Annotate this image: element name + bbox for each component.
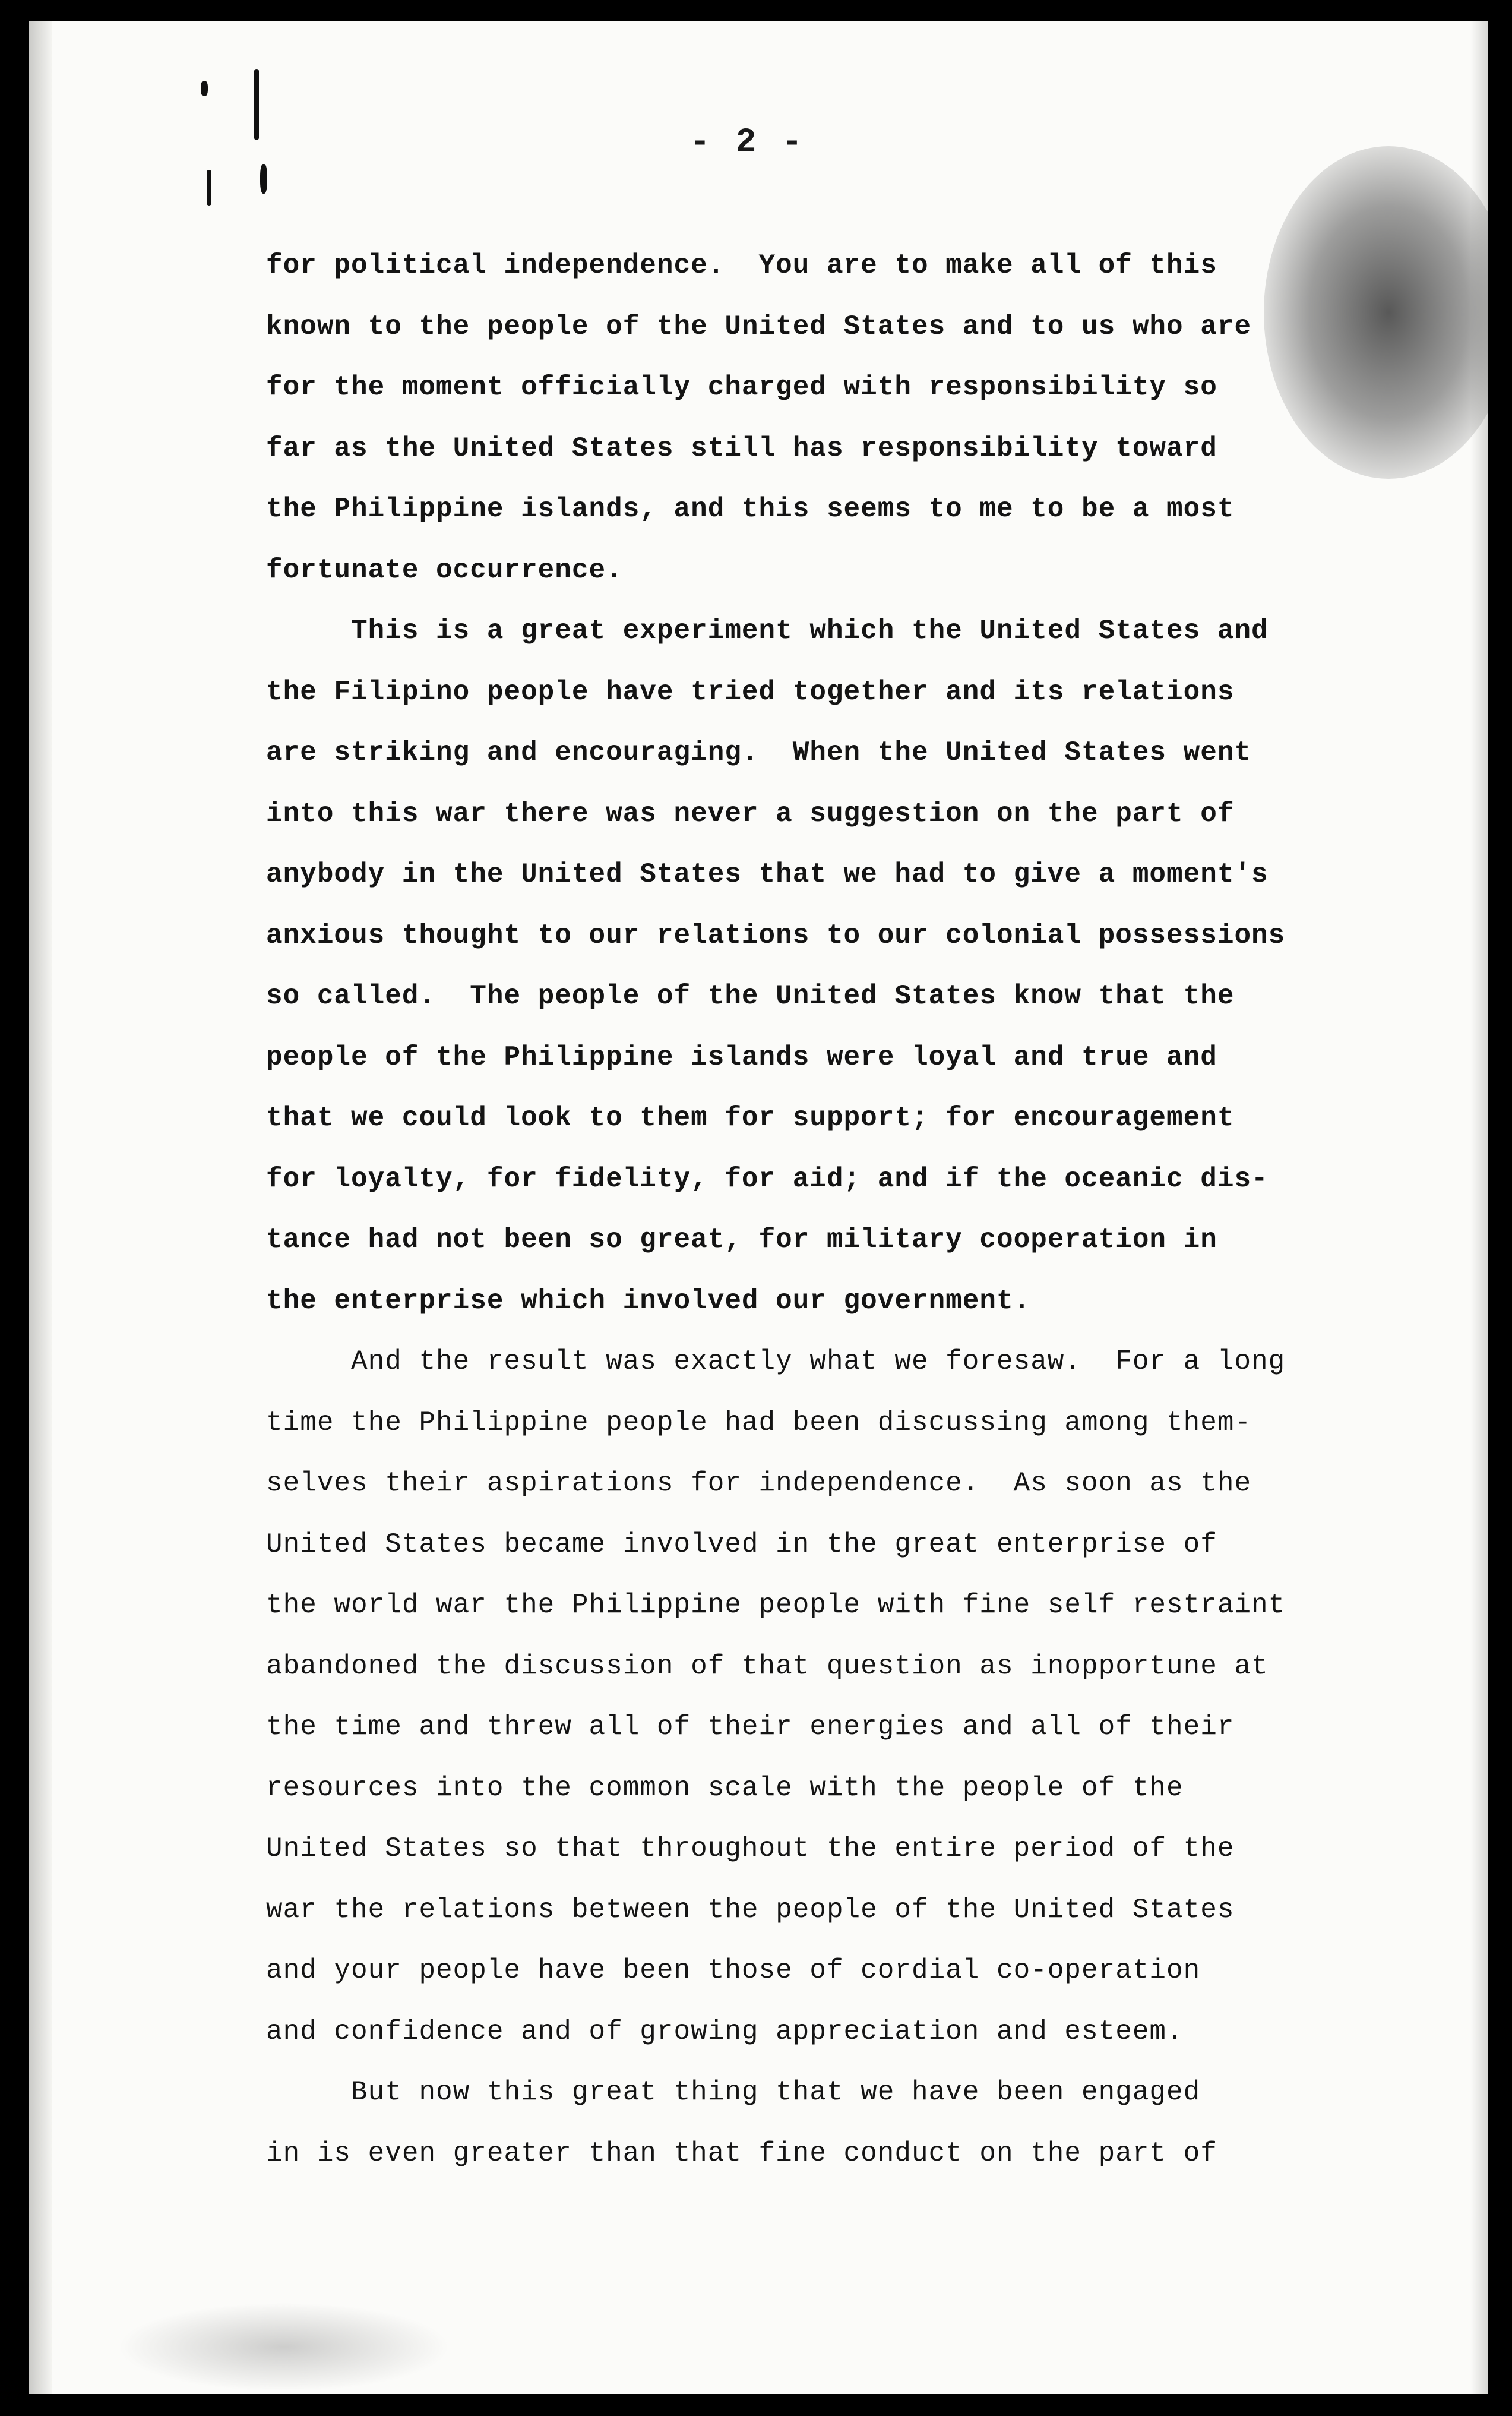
text-line: time the Philippine people had been discussing among them-: [266, 1407, 1252, 1438]
text-line: United States so that throughout the entire period of the: [266, 1833, 1235, 1864]
text-line: the enterprise which involved our government.: [266, 1285, 1031, 1316]
margin-mark: [254, 69, 259, 140]
text-line: for the moment officially charged with responsibility so: [266, 372, 1217, 403]
text-line: known to the people of the United States and to us who are: [266, 311, 1252, 342]
text-line: into this war there was never a suggestion on the part of: [266, 798, 1235, 829]
text-line: resources into the common scale with the people of the: [266, 1772, 1184, 1804]
margin-mark: [207, 170, 211, 206]
margin-mark: [260, 164, 267, 194]
text-line: so called. The people of the United States know that the: [266, 981, 1235, 1012]
text-line: people of the Philippine islands were loyal and true and: [266, 1041, 1217, 1073]
page-number: - 2 -: [689, 124, 805, 162]
text-line: This is a great experiment which the United States and: [266, 615, 1269, 646]
margin-mark: [201, 81, 208, 96]
text-line: But now this great thing that we have been engaged: [266, 2077, 1201, 2108]
text-line: war the relations between the people of the United States: [266, 1894, 1235, 1925]
text-line: and your people have been those of cordial co-operation: [266, 1955, 1201, 1986]
text-line: for loyalty, for fidelity, for aid; and if the oceanic dis-: [266, 1163, 1269, 1195]
text-line: abandoned the discussion of that question as inopportune at: [266, 1650, 1269, 1682]
typed-letter-text: [266, 235, 1442, 2184]
text-line: that we could look to them for support; for encouragement: [266, 1103, 1235, 1133]
text-line: selves their aspirations for independence. As soon as the: [266, 1468, 1252, 1499]
text-line: for political independence. You are to make all of this: [266, 250, 1217, 281]
text-line: tance had not been so great, for military cooperation in: [266, 1224, 1217, 1255]
text-line: fortunate occurrence.: [266, 554, 623, 586]
text-line: anybody in the United States that we had to give a moment's: [266, 859, 1269, 890]
text-line: and confidence and of growing appreciation and esteem.: [266, 2016, 1184, 2047]
text-line: the Filipino people have tried together and its relations: [266, 676, 1235, 708]
text-line: far as the United States still has responsibility toward: [266, 432, 1217, 464]
text-line: And the result was exactly what we foresaw. For a long: [266, 1346, 1286, 1377]
text-line: anxious thought to our relations to our colonial possessions: [266, 920, 1286, 951]
bottom-smudge: [118, 2303, 450, 2392]
page-left-edge: [29, 21, 52, 2394]
text-line: in is even greater than that fine conduct on the part of: [266, 2137, 1217, 2169]
text-line: are striking and encouraging. When the United States went: [266, 737, 1252, 768]
text-line: United States became involved in the great enterprise of: [266, 1528, 1217, 1560]
text-line: the time and threw all of their energies and all of their: [266, 1711, 1235, 1742]
document-page: [29, 21, 1488, 2394]
text-line: the Philippine islands, and this seems to me to be a most: [266, 494, 1235, 525]
text-line: the world war the Philippine people with fine self restraint: [266, 1590, 1286, 1621]
